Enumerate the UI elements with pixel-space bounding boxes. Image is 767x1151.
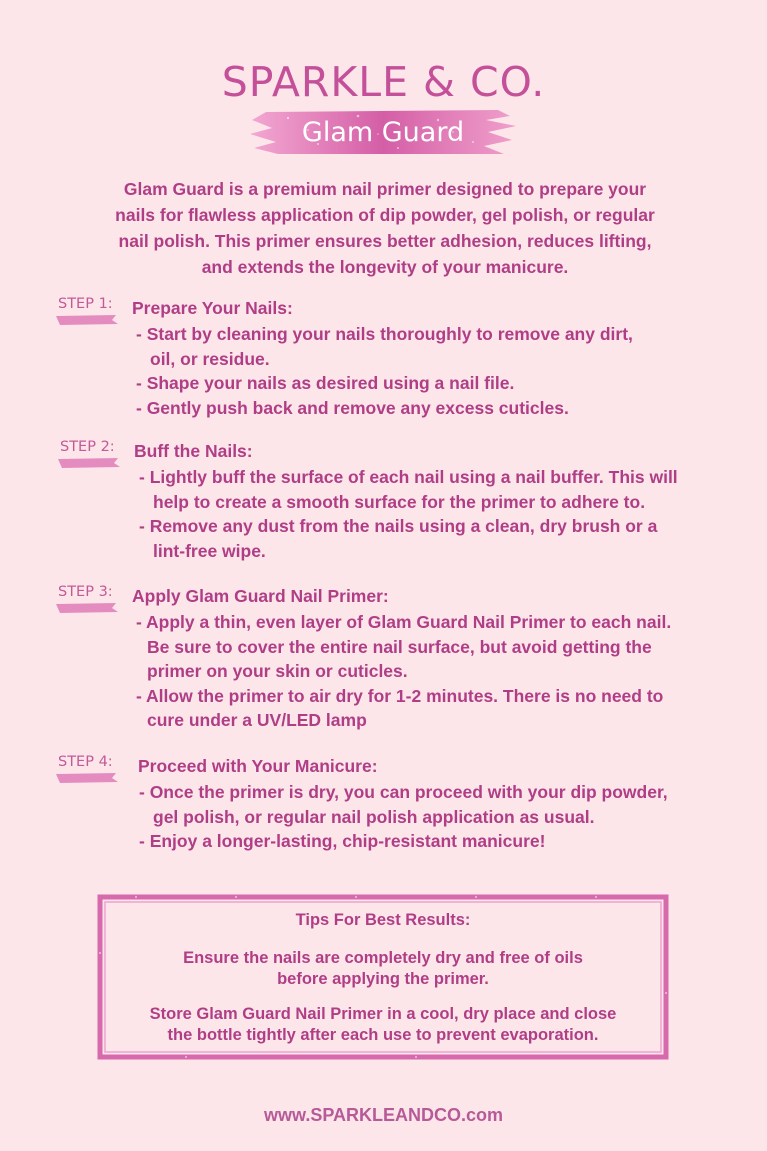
tips-paragraph (96, 1004, 670, 1046)
step-line: lint-free wipe. (153, 540, 266, 561)
step-line: - Shape your nails as desired using a nail file. (136, 373, 515, 393)
intro-paragraph (90, 176, 680, 280)
step-line: - Remove any dust from the nails using a clean, dry brush or a (139, 516, 658, 536)
step-title: Apply Glam Guard Nail Primer: (132, 586, 389, 606)
step-line: Be sure to cover the entire nail surface, but avoid getting the (147, 636, 652, 657)
step-line: - Gently push back and remove any excess cuticles. (136, 397, 569, 418)
intro-line: and extends the longevity of your manicure. (201, 257, 569, 277)
step-line: - Apply a thin, even layer of Glam Guard Nail Primer to each nail. (136, 612, 672, 632)
intro-line: Glam Guard is a premium nail primer designed to prepare your (123, 179, 647, 199)
step-line: gel polish, or regular nail polish application as usual. (153, 806, 595, 827)
step-line: help to create a smooth surface for the primer to adhere to. (153, 491, 646, 512)
step-line: primer on your skin or cuticles. (147, 661, 408, 681)
step-body (136, 322, 633, 420)
step-title: Buff the Nails: (134, 441, 253, 461)
step-tag: STEP 1: (54, 298, 120, 324)
tips-line: before applying the primer. (277, 970, 489, 988)
product-name: Glam Guard (301, 117, 465, 148)
step-line: - Enjoy a longer-lasting, chip-resistant manicure! (139, 831, 546, 851)
step-line: oil, or residue. (150, 348, 270, 369)
tips-line: Store Glam Guard Nail Primer in a cool, dry place and close (149, 1005, 617, 1023)
tips-line: the bottle tightly after each use to prevent evaporation. (167, 1026, 599, 1044)
step-title: Prepare Your Nails: (132, 298, 293, 318)
tips-title: Tips For Best Results: (295, 911, 471, 929)
intro-line: nails for flawless application of dip powder, gel polish, or regular (115, 205, 655, 225)
tips-line: Ensure the nails are completely dry and free of oils (183, 949, 583, 967)
tips-paragraph (96, 948, 670, 990)
step-line: cure under a UV/LED lamp (147, 710, 367, 730)
step-line: - Lightly buff the surface of each nail using a nail buffer. This will (139, 467, 678, 487)
step-tag: STEP 4: (54, 756, 120, 782)
step-title: Proceed with Your Manicure: (138, 756, 378, 776)
step-body (139, 465, 678, 563)
step-tag: STEP 2: (56, 441, 122, 467)
brand-title: SPARKLE & CO. (221, 58, 546, 106)
step-body (139, 780, 668, 854)
step-line: - Allow the primer to air dry for 1-2 minutes. There is no need to (136, 685, 664, 706)
step-tag: STEP 3: (54, 586, 120, 612)
step-line: - Start by cleaning your nails thoroughly to remove any dirt, (136, 324, 633, 344)
tips-box (96, 893, 670, 1061)
step-line: - Once the primer is dry, you can proceed with your dip powder, (139, 782, 668, 802)
product-banner (248, 104, 518, 160)
website-link[interactable]: www.SPARKLEANDCO.com (263, 1105, 504, 1125)
intro-line: nail polish. This primer ensures better adhesion, reduces lifting, (118, 231, 652, 251)
step-body (136, 610, 671, 733)
